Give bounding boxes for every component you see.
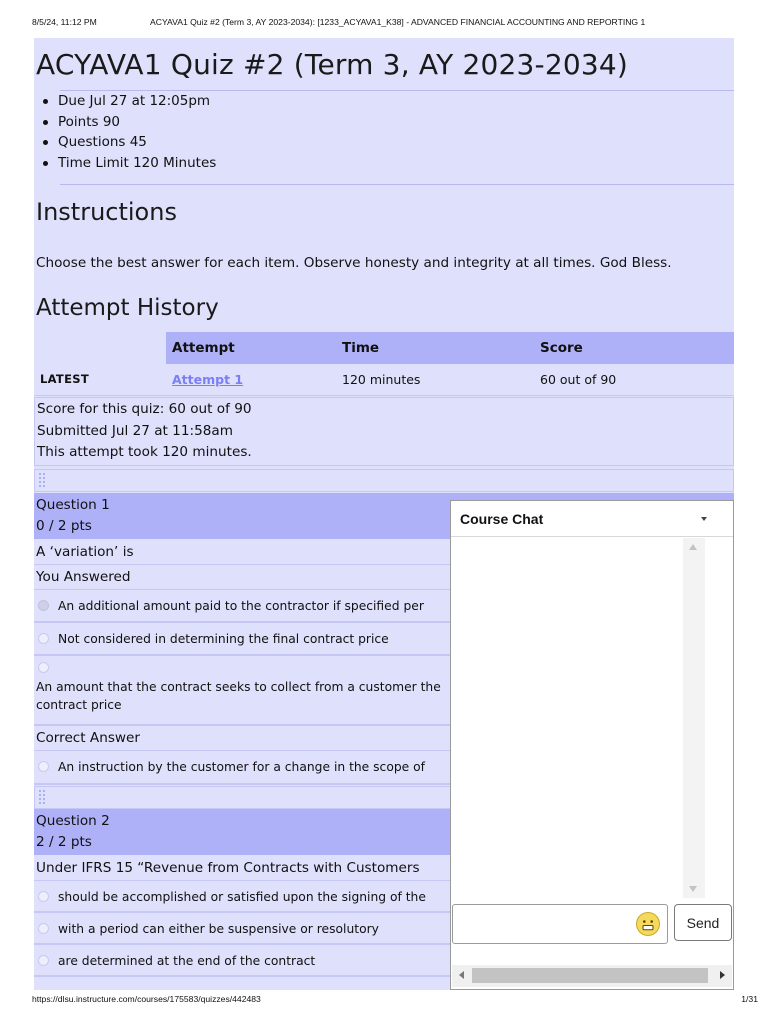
scroll-up-icon[interactable] [689, 544, 697, 550]
answer-text: An instruction by the customer for a change in the scope of [58, 760, 425, 774]
divider [60, 184, 734, 185]
scroll-left-icon[interactable] [459, 971, 464, 979]
column-header-attempt: Attempt [166, 332, 336, 364]
question-text: Under IFRS 15 “Revenue from Contracts with Customers [34, 856, 734, 881]
answer-text: Not considered in determining the final contract price [58, 632, 389, 646]
chat-title: Course Chat [460, 511, 544, 527]
drag-handle-icon[interactable] [39, 790, 47, 804]
quiz-details [36, 91, 216, 173]
correct-answer-label: Correct Answer [34, 727, 734, 751]
question-count: Questions 45 [36, 132, 216, 153]
print-title: ACYAVA1 Quiz #2 (Term 3, AY 2023-2034): [1233_ACYAVA1_K38] - ADVANCED FINANCIAL ACCOUNTING AND REPORTING 1 [150, 17, 646, 27]
chat-horizontal-scrollbar[interactable] [452, 965, 732, 987]
question-points: 2 / 2 pts [36, 834, 92, 850]
you-answered-label: You Answered [34, 565, 734, 590]
print-header [32, 17, 758, 31]
question-number: Question 2 [36, 813, 110, 829]
scroll-down-icon[interactable] [689, 886, 697, 892]
radio-button[interactable] [38, 891, 49, 902]
quiz-score: Score for this quiz: 60 out of 90 [37, 401, 252, 417]
course-chat-panel [450, 500, 734, 990]
chat-scrollbar[interactable] [683, 538, 705, 898]
column-header-score: Score [534, 332, 734, 364]
print-url: https://dlsu.instructure.com/courses/175583/quizzes/442483 [32, 994, 261, 1004]
drag-handle-icon[interactable] [39, 473, 47, 487]
chat-header[interactable] [451, 501, 733, 537]
chat-message-input[interactable] [452, 904, 668, 944]
attempt-link[interactable]: Attempt 1 [172, 371, 244, 387]
question-text: A ‘variation’ is [34, 541, 734, 565]
attempt-cell [166, 364, 336, 395]
time-limit: Time Limit 120 Minutes [36, 153, 216, 174]
radio-button[interactable] [38, 923, 49, 934]
column-header-label [34, 332, 166, 364]
quiz-summary [34, 397, 734, 466]
attempt-duration: This attempt took 120 minutes. [37, 444, 252, 460]
points: Points 90 [36, 112, 216, 133]
instructions-text: Choose the best answer for each item. Observe honesty and integrity at all times. God Bless. [36, 255, 672, 271]
attempt-time: 120 minutes [336, 364, 534, 395]
print-datetime: 8/5/24, 11:12 PM [32, 17, 97, 27]
print-footer [32, 994, 758, 1008]
answer-text: An amount that the contract seeks to collect from a customer the contract price [36, 680, 441, 712]
attempt-label: LATEST [34, 364, 166, 395]
radio-button[interactable] [38, 633, 49, 644]
attempt-history-heading: Attempt History [36, 295, 219, 321]
instructions-heading: Instructions [36, 198, 177, 226]
question-number: Question 1 [36, 497, 110, 513]
send-button[interactable]: Send [674, 904, 732, 941]
page-number: 1/31 [741, 994, 758, 1004]
page-title: ACYAVA1 Quiz #2 (Term 3, AY 2023-2034) [36, 48, 629, 81]
scrollbar-thumb[interactable] [472, 968, 708, 983]
attempt-score: 60 out of 90 [534, 364, 734, 395]
submitted-time: Submitted Jul 27 at 11:58am [37, 422, 233, 439]
radio-button[interactable] [38, 600, 49, 611]
answer-text: An additional amount paid to the contractor if specified per [58, 599, 424, 613]
due-date: Due Jul 27 at 12:05pm [36, 91, 216, 112]
answer-text: with a period can either be suspensive or resolutory [58, 922, 379, 936]
chevron-down-icon[interactable] [701, 517, 707, 521]
radio-button[interactable] [38, 761, 49, 772]
table-row [34, 364, 734, 395]
answer-text: should be accomplished or satisfied upon the signing of the [58, 890, 426, 904]
radio-button[interactable] [38, 955, 49, 966]
answer-text: are determined at the end of the contract [58, 954, 316, 968]
question-drag-row [34, 469, 734, 492]
question-points: 0 / 2 pts [36, 518, 92, 534]
attempt-history-table [34, 332, 734, 396]
column-header-time: Time [336, 332, 534, 364]
radio-button[interactable] [38, 662, 49, 673]
smiley-icon[interactable] [635, 911, 661, 937]
scroll-right-icon[interactable] [720, 971, 725, 979]
